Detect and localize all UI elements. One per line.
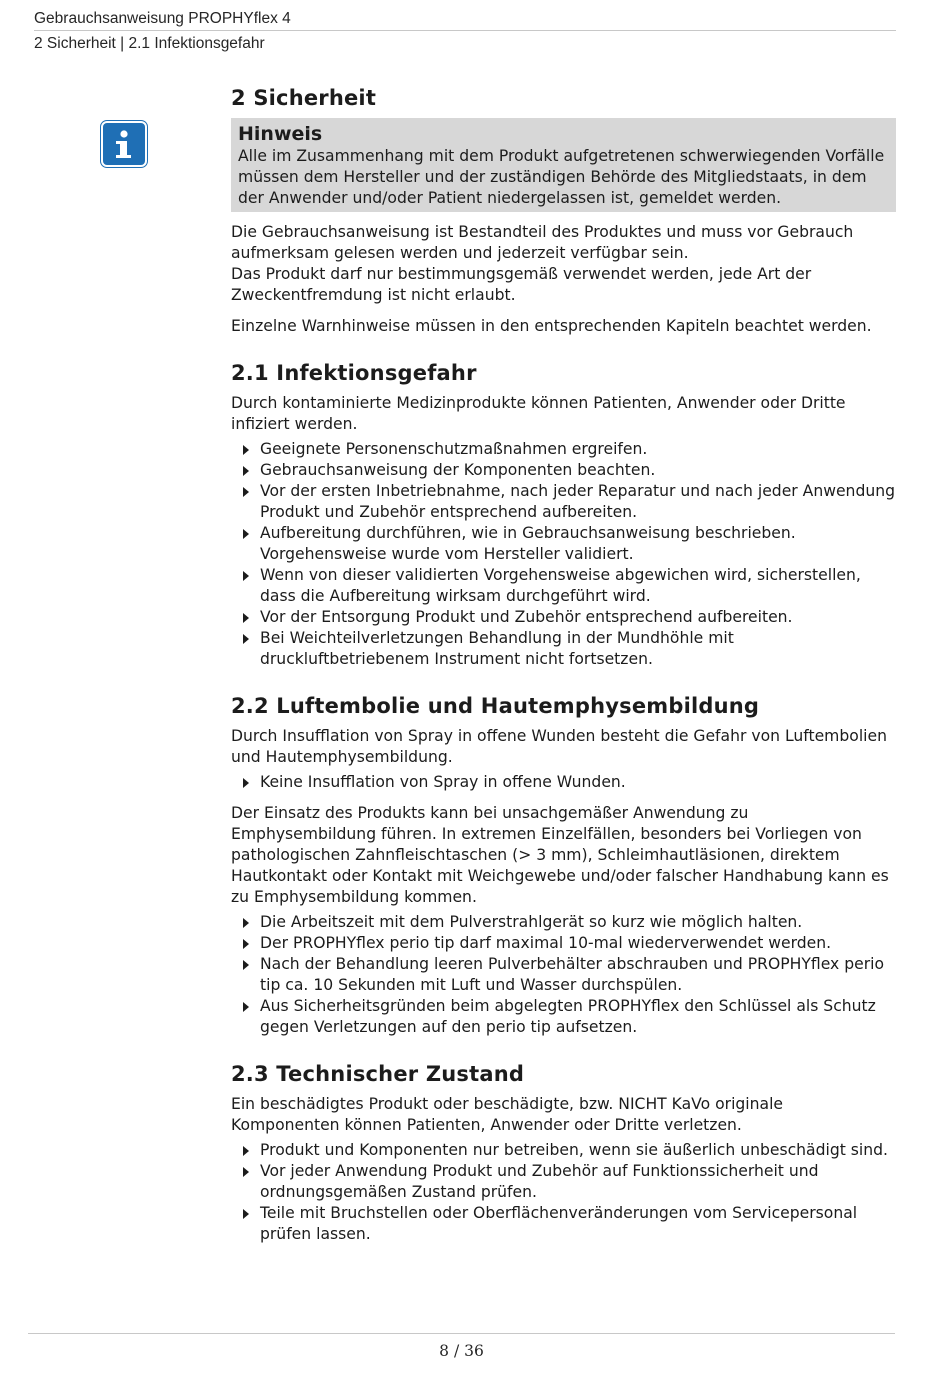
list-item [231, 954, 896, 996]
breadcrumb: 2 Sicherheit | 2.1 Infektionsgefahr [34, 35, 265, 52]
section-heading-luftembolie: 2.2 Luftembolie und Hautemphysembildung [231, 694, 760, 718]
notice-box [231, 118, 896, 212]
list-item [231, 565, 896, 607]
list-item-text: Gebrauchsanweisung der Komponenten beachten. [260, 461, 656, 479]
bullet-arrow-icon [243, 1167, 249, 1177]
page-content [231, 86, 896, 1245]
list-item-text: Bei Weichteilverletzungen Behandlung in der Mundhöhle mit druckluftbetriebenem Instrument nicht fortsetzen. [260, 629, 734, 668]
list-item [231, 933, 896, 954]
list-item [231, 607, 896, 628]
instruction-list [231, 912, 896, 1038]
list-item-text: Aufbereitung durchführen, wie in Gebrauchsanweisung beschrieben. Vorgehensweise wurde vom Hersteller validiert. [260, 524, 796, 563]
list-item-text: Nach der Behandlung leeren Pulverbehälter abschrauben und PROPHYflex perio tip ca. 10 Sekunden mit Luft und Wasser durchspülen. [260, 955, 885, 994]
list-item-text: Teile mit Bruchstellen oder Oberflächenveränderungen vom Servicepersonal prüfen lassen. [260, 1204, 858, 1243]
section-heading-technischer-zustand: 2.3 Technischer Zustand [231, 1062, 525, 1086]
instruction-list [231, 1140, 896, 1245]
bullet-arrow-icon [243, 939, 249, 949]
list-item [231, 481, 896, 523]
bullet-arrow-icon [243, 778, 249, 788]
list-item-text: Vor der ersten Inbetriebnahme, nach jeder Reparatur und nach jeder Anwendung Produkt und Zubehör entsprechend aufbereiten. [260, 482, 896, 521]
bullet-arrow-icon [243, 634, 249, 644]
list-item-text: Geeignete Personenschutzmaßnahmen ergreifen. [260, 440, 648, 458]
document-title: Gebrauchsanweisung PROPHYflex 4 [34, 10, 291, 27]
list-item-text: Vor der Entsorgung Produkt und Zubehör entsprechend aufbereiten. [260, 608, 793, 626]
list-item [231, 460, 896, 481]
list-item [231, 1140, 896, 1161]
section-heading-infektionsgefahr: 2.1 Infektionsgefahr [231, 361, 477, 385]
list-item [231, 628, 896, 670]
bullet-arrow-icon [243, 960, 249, 970]
bullet-arrow-icon [243, 1146, 249, 1156]
paragraph: Durch kontaminierte Medizinprodukte können Patienten, Anwender oder Dritte infiziert werden. [231, 394, 846, 433]
notice-title: Hinweis [238, 123, 323, 145]
paragraph: Das Produkt darf nur bestimmungsgemäß verwendet werden, jede Art der Zweckentfremdung ist nicht erlaubt. [231, 265, 812, 304]
bullet-arrow-icon [243, 1002, 249, 1012]
list-item [231, 772, 896, 793]
running-header [34, 8, 896, 54]
list-item [231, 439, 896, 460]
bullet-arrow-icon [243, 571, 249, 581]
list-item [231, 996, 896, 1038]
bullet-arrow-icon [243, 529, 249, 539]
list-item [231, 1203, 896, 1245]
bullet-arrow-icon [243, 466, 249, 476]
bullet-arrow-icon [243, 918, 249, 928]
paragraph: Die Gebrauchsanweisung ist Bestandteil des Produktes und muss vor Gebrauch aufmerksam gelesen werden und jederzeit verfügbar sein. [231, 223, 854, 262]
list-item-text: Die Arbeitszeit mit dem Pulverstrahlgerät so kurz wie möglich halten. [260, 913, 803, 931]
bullet-arrow-icon [243, 613, 249, 623]
list-item-text: Aus Sicherheitsgründen beim abgelegten PROPHYflex den Schlüssel als Schutz gegen Verletzungen auf den perio tip aufsetzen. [260, 997, 876, 1036]
list-item-text: Produkt und Komponenten nur betreiben, wenn sie äußerlich unbeschädigt sind. [260, 1141, 889, 1159]
bullet-arrow-icon [243, 487, 249, 497]
list-item-text: Vor jeder Anwendung Produkt und Zubehör auf Funktionssicherheit und ordnungsgemäßen Zustand prüfen. [260, 1162, 819, 1201]
section-heading-sicherheit: 2 Sicherheit [231, 86, 377, 110]
paragraph: Einzelne Warnhinweise müssen in den entsprechenden Kapiteln beachtet werden. [231, 317, 872, 335]
list-item [231, 1161, 896, 1203]
list-item [231, 523, 896, 565]
list-item-text: Der PROPHYflex perio tip darf maximal 10-mal wiederverwendet werden. [260, 934, 832, 952]
list-item-text: Keine Insufflation von Spray in offene Wunden. [260, 773, 626, 791]
paragraph: Durch Insufflation von Spray in offene Wunden besteht die Gefahr von Luftembolien und Hautemphysembildung. [231, 727, 887, 766]
instruction-list [231, 439, 896, 670]
page-number: 8 / 36 [439, 1342, 484, 1360]
paragraph: Der Einsatz des Produkts kann bei unsachgemäßer Anwendung zu Emphysembildung führen. In extremen Einzelfällen, besonders bei Vorliegen von pathologischen Zahnfleischtaschen (> 3 mm), Schleimhautläsionen, direktem Hautkontakt oder Kontakt mit Weichgewebe und/oder falscher Handhabung kann es zu Emphysembildung kommen. [231, 804, 889, 906]
info-icon [101, 121, 147, 167]
footer-divider [28, 1333, 895, 1334]
page-footer [28, 1333, 895, 1360]
list-item-text: Wenn von dieser validierten Vorgehensweise abgewichen wird, sicherstellen, dass die Aufbereitung wirksam durchgeführt wird. [260, 566, 861, 605]
list-item [231, 912, 896, 933]
paragraph: Ein beschädigtes Produkt oder beschädigte, bzw. NICHT KaVo originale Komponenten können Patienten, Anwender oder Dritte verletzen. [231, 1095, 783, 1134]
notice-text: Alle im Zusammenhang mit dem Produkt aufgetretenen schwerwiegenden Vorfälle müssen dem Hersteller und der zuständigen Behörde des Mitgliedstaats, in dem der Anwender und/oder Patient niedergelassen ist, gemeldet werden. [238, 147, 885, 207]
bullet-arrow-icon [243, 445, 249, 455]
bullet-arrow-icon [243, 1209, 249, 1219]
instruction-list [231, 772, 896, 793]
header-divider [34, 30, 896, 31]
